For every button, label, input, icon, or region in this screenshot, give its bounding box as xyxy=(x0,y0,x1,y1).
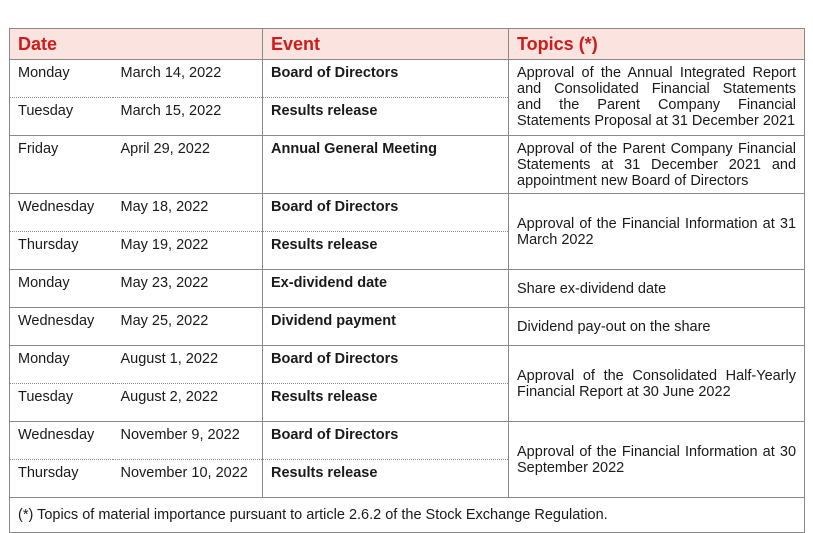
topic-cell: Approval of the Parent Company Financial Statements at 31 December 2021 and appointment new Board of Directors xyxy=(509,136,805,194)
event-cell: Ex-dividend date xyxy=(263,270,509,308)
day-cell: Monday xyxy=(10,346,113,384)
date-cell: May 18, 2022 xyxy=(113,194,263,232)
day-cell: Wednesday xyxy=(10,308,113,346)
table-row xyxy=(10,60,805,98)
date-cell: August 1, 2022 xyxy=(113,346,263,384)
date-cell: March 15, 2022 xyxy=(113,98,263,136)
event-cell: Board of Directors xyxy=(263,346,509,384)
day-cell: Monday xyxy=(10,60,113,98)
event-cell: Annual General Meeting xyxy=(263,136,509,194)
event-cell: Results release xyxy=(263,384,509,422)
event-cell: Results release xyxy=(263,232,509,270)
event-cell: Results release xyxy=(263,98,509,136)
event-cell: Results release xyxy=(263,460,509,498)
date-cell: March 14, 2022 xyxy=(113,60,263,98)
topic-cell: Approval of the Consolidated Half-Yearly Financial Report at 30 June 2022 xyxy=(509,346,805,422)
footnote: (*) Topics of material importance pursuant to article 2.6.2 of the Stock Exchange Regulation. xyxy=(10,498,805,533)
date-cell: May 25, 2022 xyxy=(113,308,263,346)
header-event: Event xyxy=(263,29,509,60)
date-cell: August 2, 2022 xyxy=(113,384,263,422)
day-cell: Tuesday xyxy=(10,98,113,136)
day-cell: Monday xyxy=(10,270,113,308)
day-cell: Wednesday xyxy=(10,194,113,232)
day-cell: Friday xyxy=(10,136,113,194)
event-cell: Board of Directors xyxy=(263,60,509,98)
date-cell: April 29, 2022 xyxy=(113,136,263,194)
table-row xyxy=(10,194,805,232)
day-cell: Thursday xyxy=(10,460,113,498)
topic-cell: Approval of the Financial Information at 30 September 2022 xyxy=(509,422,805,498)
topic-cell: Share ex-dividend date xyxy=(509,270,805,308)
day-cell: Wednesday xyxy=(10,422,113,460)
topic-cell: Approval of the Financial Information at 31 March 2022 xyxy=(509,194,805,270)
table-row xyxy=(10,270,805,308)
date-cell: May 19, 2022 xyxy=(113,232,263,270)
table-row xyxy=(10,136,805,194)
event-cell: Board of Directors xyxy=(263,194,509,232)
day-cell: Tuesday xyxy=(10,384,113,422)
topic-cell: Approval of the Annual Integrated Report and Consolidated Financial Statements and the Parent Company Financial Statements Proposal at 31 December 2021 xyxy=(509,60,805,136)
financial-calendar-table xyxy=(9,28,805,533)
event-cell: Dividend payment xyxy=(263,308,509,346)
date-cell: November 10, 2022 xyxy=(113,460,263,498)
event-cell: Board of Directors xyxy=(263,422,509,460)
footnote-row xyxy=(10,498,805,533)
date-cell: November 9, 2022 xyxy=(113,422,263,460)
table-row xyxy=(10,346,805,384)
table-row xyxy=(10,308,805,346)
table-row xyxy=(10,422,805,460)
header-row xyxy=(10,29,805,60)
topic-cell: Dividend pay-out on the share xyxy=(509,308,805,346)
header-topics: Topics (*) xyxy=(509,29,805,60)
header-date: Date xyxy=(10,29,263,60)
date-cell: May 23, 2022 xyxy=(113,270,263,308)
day-cell: Thursday xyxy=(10,232,113,270)
